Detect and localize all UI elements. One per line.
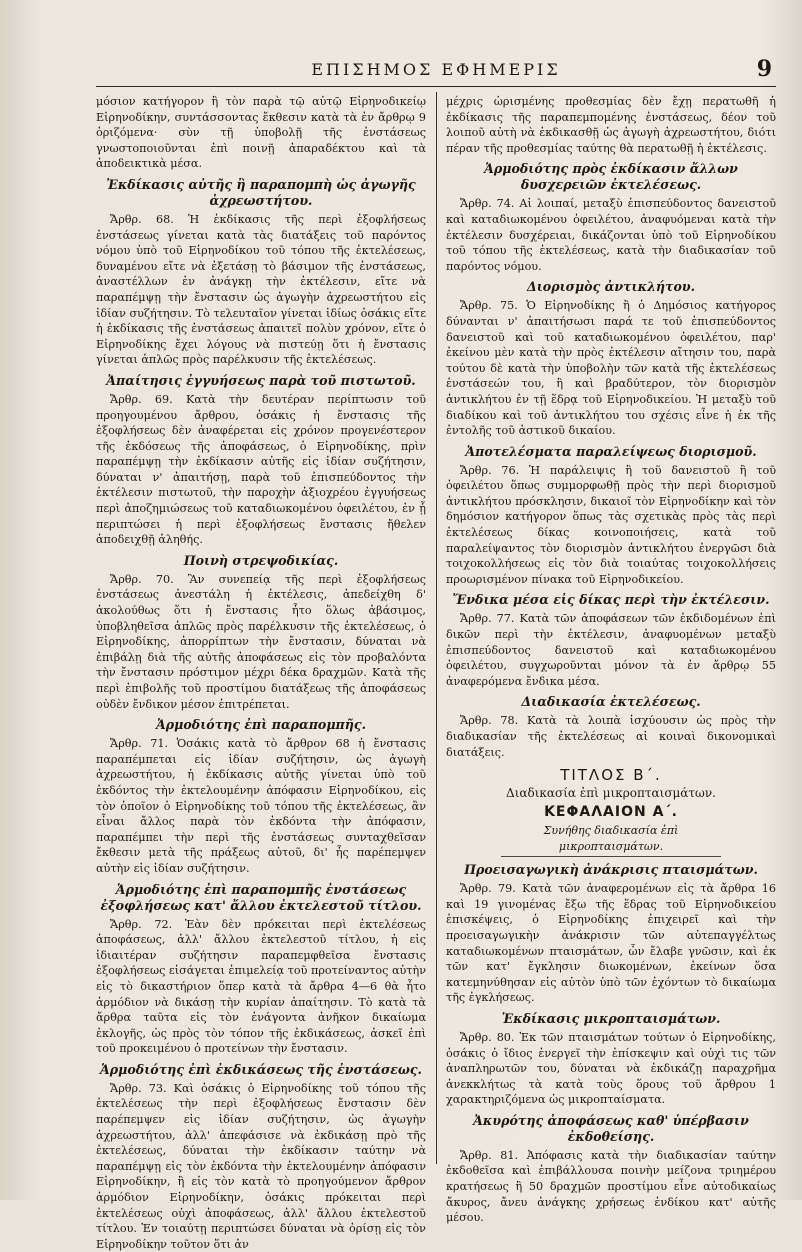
- article-paragraph: Ἄρθρ. 69. Κατὰ τὴν δευτέραν περίπτωσιν τοῦ προηγουμένου ἄρθρου, ὁσάκις ἡ ἔνστασις τῆς ἐξοφλήσεως δὲν ἀναφέρεται εἰς χρόνον προγενέστερον τῆς ἐκδόσεως τῆς ἀποφάσεως, ὁ Εἰρηνοδίκης, πρὶν παραπέμψῃ τὴν ἐκδίκασιν αὐτῆς εἰς ἰδίαν συζήτησιν, δύναται ν' ἀπαιτήσῃ, παρὰ τοῦ ἐπισπεύδοντος τὴν ἐκτέλεσιν πιστωτοῦ, τὴν παροχὴν ἀξιοχρέου ἐγγυήσεως περὶ ἀποζημιώσεως τοῦ καταδιωκομένου ὀφειλέτου, ἐν ᾗ περιπτώσει ἡ περὶ ἐξοφλήσεως ἔνστασις ἤθελεν ἀποδειχθῇ ἀληθής.: [96, 392, 426, 547]
- title-subheading: Διαδικασία ἐπὶ μικροπταισμάτων.: [506, 785, 716, 800]
- title-heading: ΤΙΤΛΟΣ Β΄.: [560, 766, 662, 785]
- section-heading: Ἐκδίκασις μικροπταισμάτων.: [501, 1010, 721, 1026]
- article-paragraph: Ἄρθρ. 71. Ὁσάκις κατὰ τὸ ἄρθρον 68 ἡ ἔνστασις παραπέμπεται εἰς ἰδίαν συζήτησιν, ὡς ἀγωγὴ ἀχρεωστήτου, ἡ ἐκδίκασις αὐτῆς γίνεται ὑπὸ τοῦ ἐκδόντος τὴν ἐκτελουμένην ἀπόφασιν Εἰρηνοδίκου, εἰς τὸν ὁποῖον ὁ Εἰρηνοδίκης τοῦ τόπου τῆς ἐκτελέσεως, ἂν εἶναι ἄλλος παρὰ τὸν ἐκδόντα τὴν ἀπόφασιν, παραπέμπει τὴν περὶ τῆς ἐνστάσεως συνταχθεῖσαν ἔκθεσιν μετὰ τῆς πράξεως αὐτοῦ, δι' ἧς παρέπεμψεν αὐτὴν εἰς ἰδίαν συζήτησιν.: [96, 737, 426, 875]
- section-heading: Ἐκδίκασις αὐτῆς ἢ παραπομπὴ ὡς ἀγωγῆς ἀχρεωστήτου.: [106, 176, 416, 208]
- header-rule: [96, 86, 776, 87]
- article-paragraph: Ἄρθρ. 72. Ἐὰν δὲν πρόκειται περὶ ἐκτελέσεως ἀποφάσεως, ἀλλ' ἄλλου ἐκτελεστοῦ τίτλου, ἡ εἰς ἰδιαιτέραν συζήτησιν παραπεμφθεῖσα ἔνστασις ἐξοφλήσεως εἰσάγεται ἐπιμελείᾳ τοῦ προτείναντος αὐτὴν εἰς τὸ δικαστήριον ὅπερ κατὰ τὰ ἄρθρα 4—6 θὰ ἦτο ἁρμόδιον νὰ δικάσῃ τὴν κυρίαν ἀπαίτησιν. Τὸ κατὰ τὰ ἄρθρα ταῦτα εἰς τὸν ἐνάγοντα ἀνῆκον δικαίωμα ἐκλογῆς, ὡς πρὸς τὸν τόπον τῆς ἐκδικάσεως, ἀσκεῖ ἐπὶ τοῦ προκειμένου ὁ προτείνων τὴν ἔνστασιν.: [96, 917, 426, 1056]
- column-divider: [436, 92, 437, 1164]
- section-heading: Ἀπαίτησις ἐγγυήσεως παρὰ τοῦ πιστωτοῦ.: [106, 372, 416, 388]
- section-heading: Ἔνδικα μέσα εἰς δίκας περὶ τὴν ἐκτέλεσιν.: [452, 592, 770, 608]
- page-header: [96, 56, 776, 86]
- page-number: 9: [756, 56, 772, 82]
- article-paragraph: Ἄρθρ. 79. Κατὰ τῶν ἀναφερομένων εἰς τὰ ἄρθρα 16 καὶ 19 γινομένας ἔξω τῆς ἕδρας τοῦ Εἰρηνοδικείου ἐπισκέψεις, ὁ Εἰρηνοδίκης ἐπιχειρεῖ καὶ τὴν προεισαγωγικὴν ἀνάκρισιν τῶν αὐτεπαγγέλτως καταδιωκομένων πταισμάτων, ὧν ἔλαβε γνῶσιν, καὶ ἐκ τῶν κατ' ἔγκλησιν διωκομένων, ἐκείνων ὅσα κατεμηνύθησαν εἰς αὐτὸν ὑπὸ τῶν ἐχόντων τὸ δικαίωμα τῆς ἐγκλήσεως.: [446, 882, 776, 1005]
- article-paragraph: Ἄρθρ. 70. Ἂν συνεπείᾳ τῆς περὶ ἐξοφλήσεως ἐνστάσεως ἀνεστάλη ἡ ἐκτέλεσις, ἀπεδείχθη δ' ἀκολούθως ὅτι ἡ ἔνστασις ἦτο ὅλως ἀβάσιμος, ὑποβληθεῖσα ἁπλῶς πρὸς παρέλκυσιν τῆς ἐκτελέσεως, ὁ Εἰρηνοδίκης, ἀπορρίπτων τὴν ἔνστασιν, δύναται νὰ ἐπιβάλῃ διὰ τῆς αὐτῆς ἀποφάσεως εἰς τὸν προβαλόντα τὴν ἔνστασιν πρόστιμον μέχρι δέκα δραχμῶν. Κατὰ τῆς περὶ ἐπιβολῆς τοῦ προστίμου διατάξεως τῆς ἀποφάσεως οὐδὲν ἔνδικον μέσον ἐπιτρέπεται.: [96, 572, 426, 711]
- section-heading: Ἀκυρότης ἀποφάσεως καθ' ὑπέρβασιν ἐκδοθείσης.: [473, 1112, 749, 1144]
- article-paragraph: Ἄρθρ. 81. Ἀπόφασις κατὰ τὴν διαδικασίαν ταύτην ἐκδοθεῖσα καὶ ἐπιβάλλουσα ποινὴν μείζονα τριημέρου κρατήσεως ἢ 50 δραχμῶν προστίμου εἶνε αὐτοδικαίως ἄκυρος, ἄνευ ἀνάγκης χρήσεως ἐνδίκου κατ' αὐτῆς μέσου.: [446, 1148, 776, 1225]
- section-heading: Ἀποτελέσματα παραλείψεως διορισμοῦ.: [465, 443, 757, 459]
- article-paragraph: Ἄρθρ. 68. Ἡ ἐκδίκασις τῆς περὶ ἐξοφλήσεως ἐνστάσεως γίνεται κατὰ τὰς διατάξεις τοῦ παρόντος νόμου ὑπὸ τοῦ Εἰρηνοδίκου τοῦ τόπου τῆς ἐκτελέσεως, δυναμένου εἴτε νὰ ἐξετάσῃ τὸ βάσιμον τῆς ἐνστάσεως, ἀναστέλλων ἐν ἀνάγκῃ τὴν ἐκτέλεσιν, εἴτε νὰ παραπέμψῃ τὴν ἔνστασιν ὡς ἀγωγὴν ἀχρεωστήτου εἰς ἰδίαν συζήτησιν. Τὸ τελευταῖον γίνεται ἰδίως ὁσάκις εἴτε ἡ ἐκδίκασις τῆς ἐνστάσεως ἀπαιτεῖ πολὺν χρόνον, εἴτε ὁ Εἰρηνοδίκης ἔχει λόγους νὰ πιστεύῃ ὅτι ἡ ἔνστασις γίνεται ἁπλῶς πρὸς παρέλκυσιν τῆς ἐκτελέσεως.: [96, 212, 426, 367]
- article-paragraph: Ἄρθρ. 75. Ὁ Εἰρηνοδίκης ἢ ὁ Δημόσιος κατήγορος δύνανται ν' ἀπαιτήσωσι παρά τε τοῦ ἐπισπεύδοντος δανειστοῦ καὶ τοῦ καταδιωκομένου ὀφειλέτου, παρ' ἐκείνου μὲν κατὰ τὴν πρὸς ἐκτέλεσιν αἴτησιν του, παρὰ τούτου δὲ κατὰ τὴν ὑποβολὴν τῶν κατὰ τῆς ἐκτελέσεως ἐνστάσεών του, ἢ καὶ βραδύτερον, τὸν διορισμὸν ἀντικλήτου ἐν τῇ ἕδρᾳ τοῦ Εἰρηνοδικείου. Ἡ μεταξὺ τοῦ διαδίκου καὶ τοῦ ἀντικλήτου του σχέσις εἶνε ἡ ἐκ τῆς ἐντολῆς τοῦ ἀστικοῦ δικαίου.: [446, 299, 776, 438]
- section-heading: Ἁρμοδιότης ἐπὶ ἐκδικάσεως τῆς ἐνστάσεως.: [100, 1061, 422, 1077]
- article-paragraph: Ἄρθρ. 76. Ἡ παράλειψις ἢ τοῦ δανειστοῦ ἢ τοῦ ὀφειλέτου ὅπως συμμορφωθῇ πρὸς τὴν περὶ διορισμοῦ ἀντικλήτου πρόσκλησιν, δικαιοῖ τὸν Εἰρηνοδίκην καὶ τὸν δημόσιον κατήγορον ὅπως τὰς σχετικὰς πρὸς τὰς περὶ ἐκτελέσεως δίκας κοινοποιήσεις, κατὰ τοῦ παραλείψαντος τὸν διορισμὸν ἀντικλήτου ἐνεργῶσι διὰ τοιχοκολλήσεως εἰς τὸν διὰ τοιαύτας τοιχοκολλήσεις προωρισμένον πίνακα τοῦ Εἰρηνοδικείου.: [446, 463, 776, 586]
- article-paragraph: Ἄρθρ. 80. Ἐκ τῶν πταισμάτων τούτων ὁ Εἰρηνοδίκης, ὁσάκις ὁ ἴδιος ἐνεργεῖ τὴν ἐπίσκεψιν καὶ οὐχὶ τις τῶν ἀναπληρωτῶν του, δύναται νὰ ἐκδικάζῃ παραχρῆμα ἀνεκκλήτως τὰ κατὰ τοὺς ὅρους τοῦ ἄρθρου 1 χαρακτηριζόμενα ὡς μικροπταίσματα.: [446, 1030, 776, 1107]
- running-title: ΕΠΙΣΗΜΟΣ ΕΦΗΜΕΡΙΣ: [311, 60, 561, 79]
- article-paragraph: Ἄρθρ. 77. Κατὰ τῶν ἀποφάσεων τῶν ἐκδιδομένων ἐπὶ δικῶν περὶ τὴν ἐκτέλεσιν, ἀναφυομένων μεταξὺ ἐπισπεύδοντος δανειστοῦ καὶ καταδιωκομένου ὀφειλέτου, συγχωροῦνται μόνον τὰ ἐν ἄρθρῳ 55 ἀναφερόμενα ἔνδικα μέσα.: [446, 612, 776, 688]
- article-paragraph: μόσιον κατήγορον ἢ τὸν παρὰ τῷ αὐτῷ Εἰρηνοδικείῳ Εἰρηνοδίκην, συντάσσοντας ἔκθεσιν κατὰ τὰ ἐν ἄρθρῳ 9 ὁριζόμενα· σὺν τῇ ὑποβολῇ τῆς ἐνστάσεως γνωστοποιοῦνται ἐπὶ ποινῇ ἀπαραδέκτου καὶ τὰ ἀποδεικτικὰ μέσα.: [96, 95, 426, 171]
- section-heading: Διορισμὸς ἀντικλήτου.: [526, 279, 696, 295]
- article-paragraph: μέχρις ὡρισμένης προθεσμίας δὲν ἔχῃ περατωθῆ ἡ ἐκδίκασις τῆς παραπεμπομένης ἐνστάσεως, δέον τοῦ λοιποῦ αὐτὴ νὰ ἐκδικασθῇ ὡς ἀγωγὴ ἀχρεωστήτου, διότι πέραν τῆς προθεσμίας ταύτης θὰ περατωθῇ ἡ ἐκτέλεσις.: [446, 95, 776, 155]
- article-paragraph: Ἄρθρ. 73. Καὶ ὁσάκις ὁ Εἰρηνοδίκης τοῦ τόπου τῆς ἐκτελέσεως τὴν περὶ ἐξοφλήσεως ἔνστασιν δὲν παρέπεμψεν εἰς ἰδίαν συζήτησιν, ὡς ἀγωγὴν ἀχρεωστήτου, ἀλλ' ἀπεφάσισε νὰ ἐκδικάσῃ πρὸ τῆς ἐκτελέσεως, δύναται τὴν ἐκδίκασιν ταύτην νὰ παραπέμψῃ εἰς τὸν ἐκδόντα τὴν ἐκτελουμένην ἀπόφασιν Εἰρηνοδίκην, ἢ εἰς τὸν κατὰ τὸ προηγούμενον ἄρθρον ἁρμόδιον Εἰρηνοδίκην, ὁσάκις πρόκειται περὶ ἐκτελέσεως οὐχὶ ἀποφάσεως, ἀλλ' ἄλλου ἐκτελεστοῦ τίτλου. Ἐν τοιαύτῃ περιπτώσει δύναται νὰ ὁρίσῃ εἰς τὸν Εἰρηνοδίκην τοῦτον ὅτι ἀν: [96, 1081, 426, 1251]
- section-heading: Ἁρμοδιότης ἐπὶ παραπομπῆς.: [156, 717, 366, 733]
- article-paragraph: Ἄρθρ. 74. Αἱ λοιπαί, μεταξὺ ἐπισπεύδοντος δανειστοῦ καὶ καταδιωκομένου ὀφειλέτου, ἀναφυόμεναι κατὰ τὴν ἐκτέλεσιν δυσχέρειαι, δικάζονται ὑπὸ τοῦ Εἰρηνοδίκου τοῦ τόπου τῆς ἐκτελέσεως, κατὰ τὴν διαδικασίαν τοῦ παρόντος νόμου.: [446, 197, 776, 273]
- section-heading: Προεισαγωγικὴ ἀνάκρισις πταισμάτων.: [464, 862, 758, 878]
- right-column: [446, 94, 776, 1225]
- section-heading: Ἁρμοδιότης πρὸς ἐκδίκασιν ἄλλων δυσχερειῶν ἐκτελέσεως.: [484, 161, 738, 193]
- article-paragraph: Ἄρθρ. 78. Κατὰ τὰ λοιπὰ ἰσχύουσιν ὡς πρὸς τὴν διαδικασίαν τῆς ἐκτελέσεως αἱ κοιναὶ δικονομικαὶ διατάξεις.: [446, 714, 776, 759]
- chapter-heading: ΚΕΦΑΛΑΙΟΝ Α΄.: [544, 804, 678, 821]
- chapter-subheading: Συνήθης διαδικασία ἐπὶ μικροπταισμάτων.: [501, 823, 721, 857]
- section-heading: Ἁρμοδιότης ἐπὶ παραπομπῆς ἐνστάσεως ἐξοφλήσεως κατ' ἄλλου ἐκτελεστοῦ τίτλου.: [100, 881, 422, 913]
- section-heading: Ποινὴ στρεψοδικίας.: [183, 552, 339, 568]
- left-column: [96, 94, 426, 1251]
- section-heading: Διαδικασία ἐκτελέσεως.: [521, 694, 701, 710]
